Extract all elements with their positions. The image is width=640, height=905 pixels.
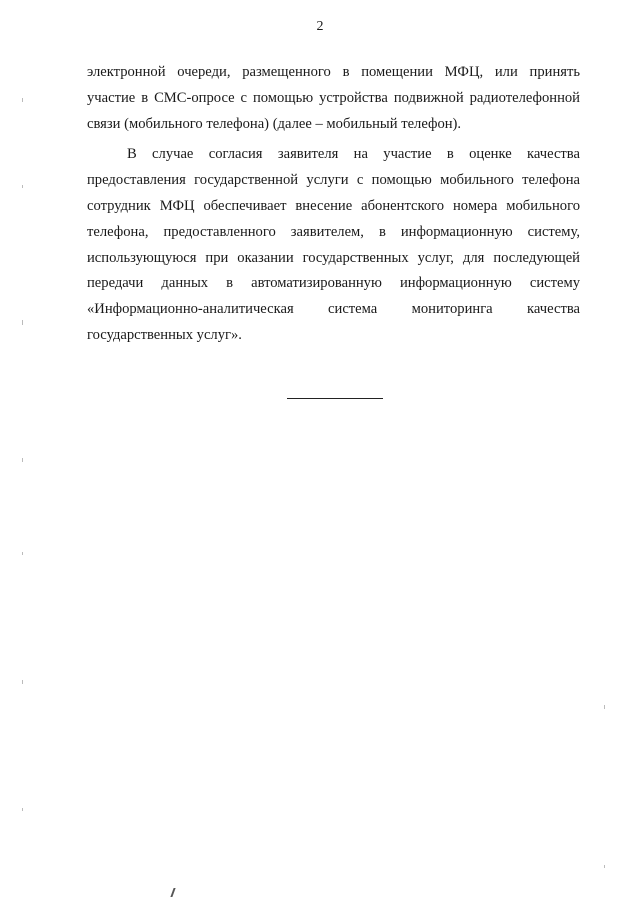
text-line: «Информационно-аналитическая система мониторинга качества xyxy=(87,301,580,318)
body-text xyxy=(87,60,580,349)
text-line: участие в СМС-опросе с помощью устройства подвижной радиотелефонной xyxy=(87,89,580,106)
scan-speck xyxy=(604,865,605,868)
scan-speck xyxy=(22,808,23,811)
text-line: связи (мобильного телефона) (далее – мобильный телефон). xyxy=(87,115,462,132)
text-line: электронной очереди, размещенного в помещении МФЦ, или принять xyxy=(87,64,580,80)
text-line: использующуюся при оказании государственных услуг, для последующей xyxy=(87,249,580,266)
text-line: предоставления государственной услуги с помощью мобильного телефона xyxy=(87,172,580,189)
page-number: 2 xyxy=(316,19,324,34)
scan-speck xyxy=(22,552,23,555)
scan-speck xyxy=(22,458,23,462)
scan-mark xyxy=(170,888,175,897)
text-line: государственных услуг». xyxy=(87,326,242,343)
scan-speck xyxy=(22,98,23,102)
scan-speck xyxy=(22,320,23,325)
text-line: сотрудник МФЦ обеспечивает внесение абонентского номера мобильного xyxy=(87,197,580,214)
end-divider xyxy=(287,398,383,399)
text-line: В случае согласия заявителя на участие в оценке качества xyxy=(127,146,580,163)
paragraph-1 xyxy=(87,60,580,137)
scan-speck xyxy=(604,705,605,709)
text-line: телефона, предоставленного заявителем, в информационную систему, xyxy=(87,223,580,240)
text-line: передачи данных в автоматизированную информационную систему xyxy=(87,275,580,292)
scan-speck xyxy=(22,680,23,684)
scan-speck xyxy=(22,185,23,188)
paragraph-2 xyxy=(87,142,580,348)
